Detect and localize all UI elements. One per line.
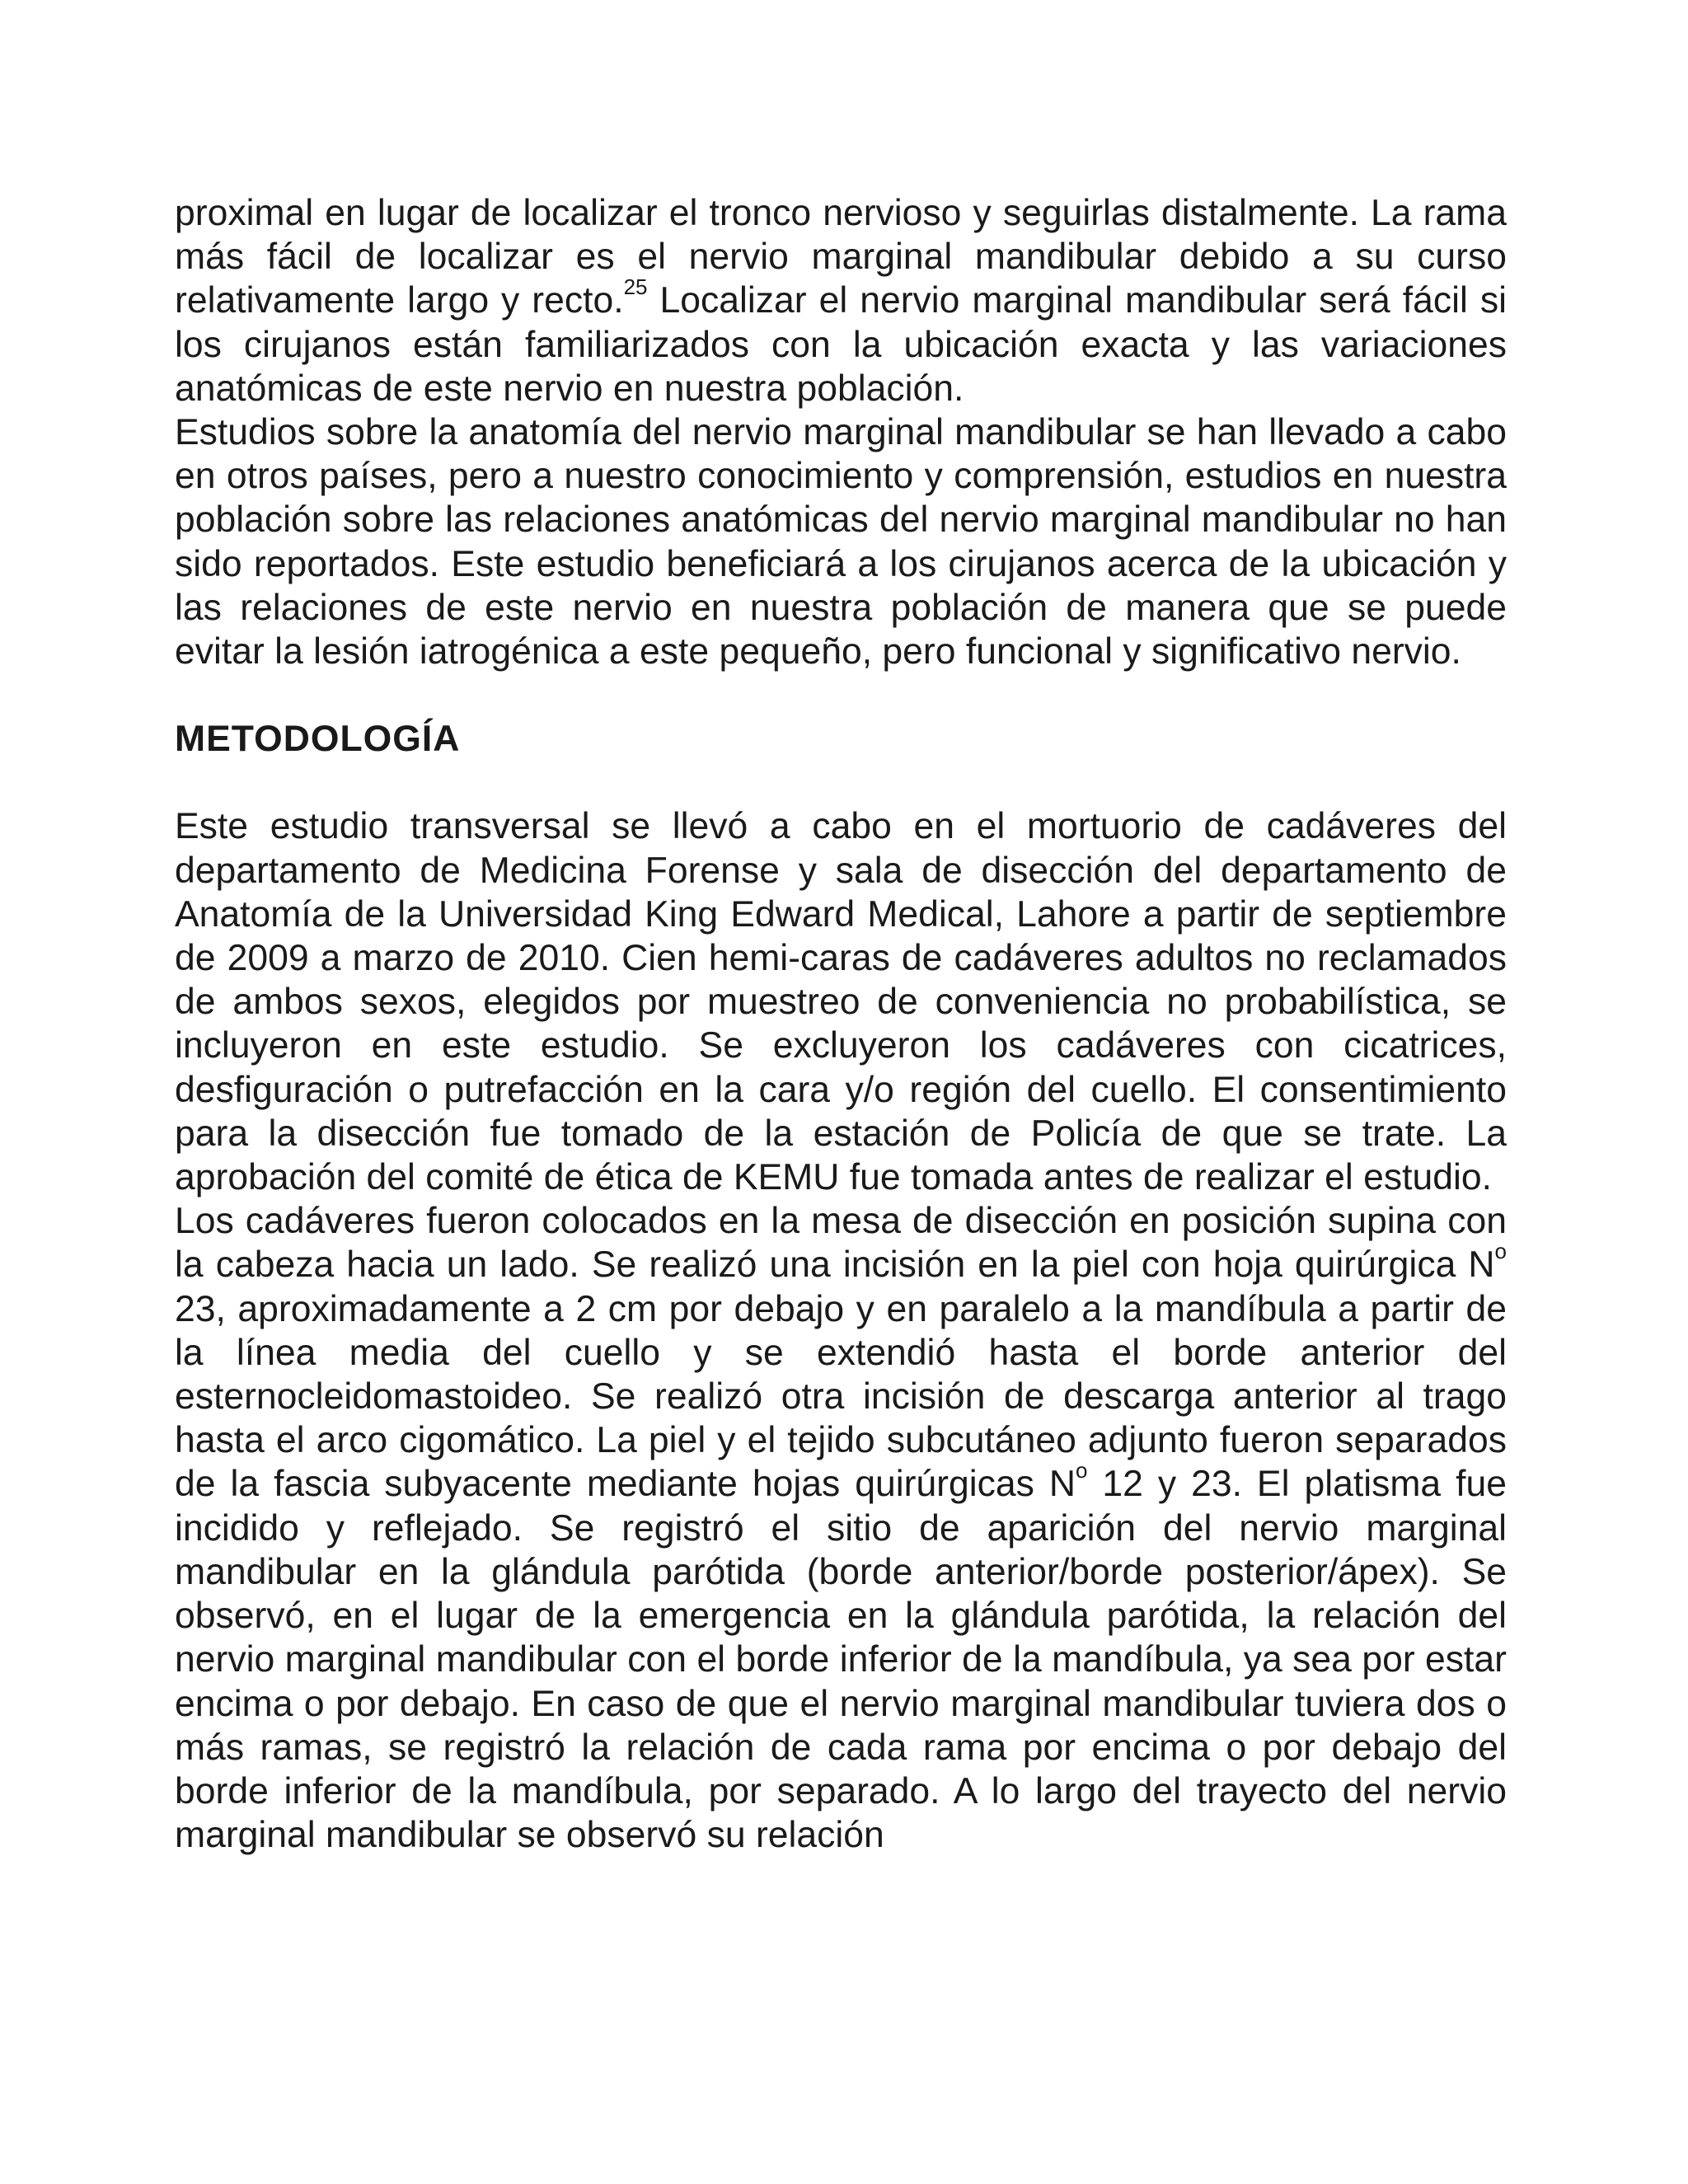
- section-heading-methodology: METODOLOGÍA: [175, 719, 461, 760]
- methodology-paragraph-2-text-a: Los cadáveres fueron colocados en la mesa de disección en posición supina con la cabeza hacia un lado. Se realizó una incisión en la piel con hoja quirúrgica N: [175, 1201, 1507, 1286]
- methodology-paragraph-2-text-c: 12 y 23. El platisma fue incidido y reflejado. Se registró el sitio de aparición del nervio marginal mandibular en la glándula parótida (borde anterior/borde posterior/ápex). Se observó, en el lugar de la emergencia en la glándula parótida, la relación del nervio marginal mandibular con el borde inferior de la mandíbula, ya sea por estar encima o por debajo. En caso de que el nervio marginal mandibular tuviera dos o más ramas, se registró la relación de cada rama por encima o por debajo del borde inferior de la mandíbula, por separado. A lo largo del trayecto del nervio marginal mandibular se observó su relación: [175, 1464, 1507, 1856]
- methodology-paragraph-1: Este estudio transversal se llevó a cabo en el mortuorio de cadáveres del departamento de Medicina Forense y sala de disección del departamento de Anatomía de la Universidad King Edward Medical, Lahore a partir de septiembre de 2009 a marzo de 2010. Cien hemi-caras de cadáveres adultos no reclamados de ambos sexos, elegidos por muestreo de conveniencia no probabilística, se incluyeron en este estudio. Se excluyeron los cadáveres con cicatrices, desfiguración o putrefacción en la cara y/o región del cuello. El consentimiento para la disección fue tomado de la estación de Policía de que se trate. La aprobación del comité de ética de KEMU fue tomada antes de realizar el estudio.: [175, 806, 1507, 1198]
- methodology-paragraph-2-text-b: 23, aproximadamente a 2 cm por debajo y en paralelo a la mandíbula a partir de la línea media del cuello y se extendió hasta el borde anterior del esternocleidomastoideo. Se realizó otra incisión de descarga anterior al trago hasta el arco cigomático. La piel y el tejido subcutáneo adjunto fueron separados de la fascia subyacente mediante hojas quirúrgicas N: [175, 1288, 1507, 1505]
- intro-paragraph-1: [175, 191, 1507, 410]
- citation-superscript: 25: [623, 274, 648, 300]
- ordinal-superscript: o: [1075, 1458, 1088, 1483]
- intro-paragraph-1-text: proximal en lugar de localizar el tronco nervioso y seguirlas distalmente. La rama más fácil de localizar es el nervio marginal mandibular debido a su curso relativamente largo y recto.: [175, 193, 1507, 321]
- ordinal-superscript: o: [1494, 1239, 1507, 1264]
- text-column: [175, 191, 1507, 1857]
- paragraph-spacer: [175, 673, 1507, 717]
- methodology-paragraph-2: [175, 1199, 1507, 1857]
- intro-paragraph-2: Estudios sobre la anatomía del nervio marginal mandibular se han llevado a cabo en otros países, pero a nuestro conocimiento y comprensión, estudios en nuestra población sobre las relaciones anatómicas del nervio marginal mandibular no han sido reportados. Este estudio beneficiará a los cirujanos acerca de la ubicación y las relaciones de este nervio en nuestra población de manera que se puede evitar la lesión iatrogénica a este pequeño, pero funcional y significativo nervio.: [175, 412, 1507, 673]
- intro-paragraph-1-continuation: Localizar el nervio marginal mandibular será fácil si los cirujanos están familiarizados con la ubicación exacta y las variaciones anatómicas de este nervio en nuestra población.: [175, 280, 1507, 409]
- paragraph-spacer: [175, 761, 1507, 804]
